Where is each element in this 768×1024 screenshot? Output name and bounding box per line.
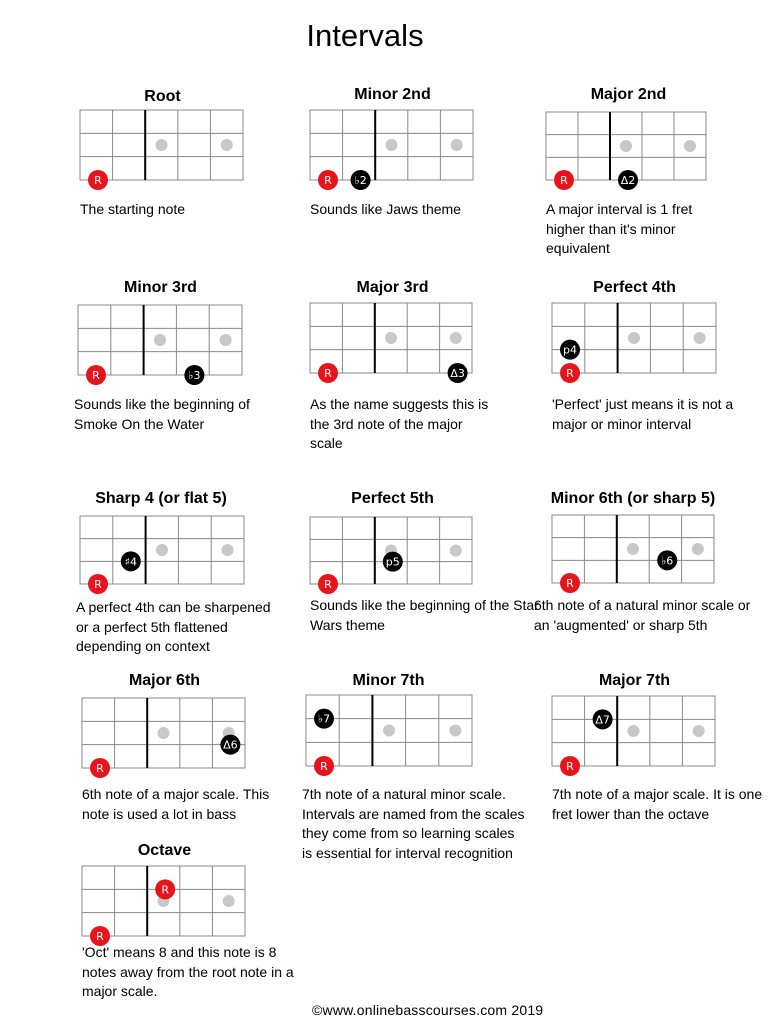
inlay-marker [222,544,234,556]
card-title: Major 3rd [356,279,429,296]
note-label: R [94,174,102,187]
card-description: 'Perfect' just means it is not a major or minor interval [552,396,734,432]
card-title: Minor 7th [352,672,425,689]
card-description: 7th note of a major scale. It is one fret lower than the octave [552,786,763,822]
card-description: A perfect 4th can be sharpened or a perfect 5th flattened depending on context [76,599,271,654]
note-label: Δ6 [223,738,238,752]
note-label: ♭3 [188,369,201,382]
card-title: Minor 3rd [124,279,197,296]
note-label: ♯4 [124,555,137,569]
note-label: R [324,367,332,380]
card-description: A major interval is 1 fret higher than it's minor equivalent [546,201,693,256]
card-description: Sounds like Jaws theme [310,201,461,217]
fretboard-diagram [70,102,253,192]
inlay-marker [385,332,397,344]
inlay-marker [386,139,398,151]
inlay-marker [449,725,461,737]
card-description: 6th note of a major scale. This note is used a lot in bass [82,786,270,822]
fretboard-diagram [296,687,482,778]
card-description: The starting note [80,201,186,217]
fretboard-diagram [300,102,483,192]
inlay-marker [684,140,696,152]
card-description: As the name suggests this is the 3rd note of the major scale [310,396,489,451]
fretboard-diagram [300,295,482,385]
page-title: Intervals [306,18,424,53]
fretboard-diagram [300,509,482,596]
note-label: R [566,577,574,590]
card-description: 6th note of a natural minor scale or an 'augmented' or sharp 5th [534,597,751,633]
note-label: Δ3 [450,367,465,380]
inlay-marker [158,727,170,739]
card-description: 7th note of a natural minor scale. Intervals are named from the scales they come from so learning scales is essential for interval recognition [302,786,525,861]
card-title: Major 2nd [590,86,667,103]
card-title: Octave [137,842,192,859]
note-label: ♭2 [354,174,367,187]
inlay-marker [154,334,166,346]
inlay-marker [693,725,705,737]
inlay-marker [620,140,632,152]
inlay-marker [692,543,704,555]
note-label: Δ2 [620,174,636,187]
card-title: Sharp 4 (or flat 5) [95,490,227,507]
card-description: Sounds like the beginning of the Star Wars theme [310,597,539,633]
inlay-marker [223,895,235,907]
fretboard-diagram [542,295,726,385]
note-label: R [161,883,170,897]
note-label: R [566,367,574,380]
inlay-marker [450,545,462,557]
inlay-marker [450,332,462,344]
note-label: R [320,760,328,773]
card-title: Major 6th [128,672,201,689]
note-label: p5 [385,555,400,569]
note-label: R [560,174,568,187]
note-label: R [566,760,574,773]
inlay-marker [451,139,463,151]
inlay-marker [627,543,639,555]
inlay-marker [628,332,640,344]
inlay-marker [694,332,706,344]
copyright-footer: ©www.onlinebasscourses.com 2019 [312,1002,544,1018]
note-label: p4 [563,343,577,357]
note-label: R [94,578,102,591]
card-description: Sounds like the beginning of Smoke On the Water [74,396,250,432]
inlay-marker [156,544,168,556]
card-title: Perfect 5th [351,490,434,507]
fretboard-diagram [542,507,724,595]
card-title: Major 7th [598,672,671,689]
fretboard-diagram [68,297,252,387]
inlay-marker [383,725,395,737]
inlay-marker [156,139,168,151]
fretboard-diagram [542,688,725,778]
card-description: 'Oct' means 8 and this note is 8 notes away from the root note in a major scale. [82,944,294,999]
inlay-marker [220,334,232,346]
card-title: Minor 2nd [354,86,431,103]
note-label: R [324,578,332,591]
card-title: Minor 6th (or sharp 5) [550,490,716,507]
fretboard-diagram [72,858,255,948]
note-label: R [96,930,104,943]
note-label: ♭7 [317,712,331,726]
note-label: R [324,174,332,187]
card-title: Root [144,88,181,105]
inlay-marker [628,725,640,737]
note-label: R [92,369,100,382]
note-label: ♭6 [661,554,674,568]
fretboard-diagram [72,690,255,780]
fretboard-diagram [70,508,254,596]
note-label: R [96,762,104,775]
card-title: Perfect 4th [593,279,676,296]
inlay-marker [221,139,233,151]
fretboard-diagram [536,104,716,192]
note-label: Δ7 [595,713,610,727]
